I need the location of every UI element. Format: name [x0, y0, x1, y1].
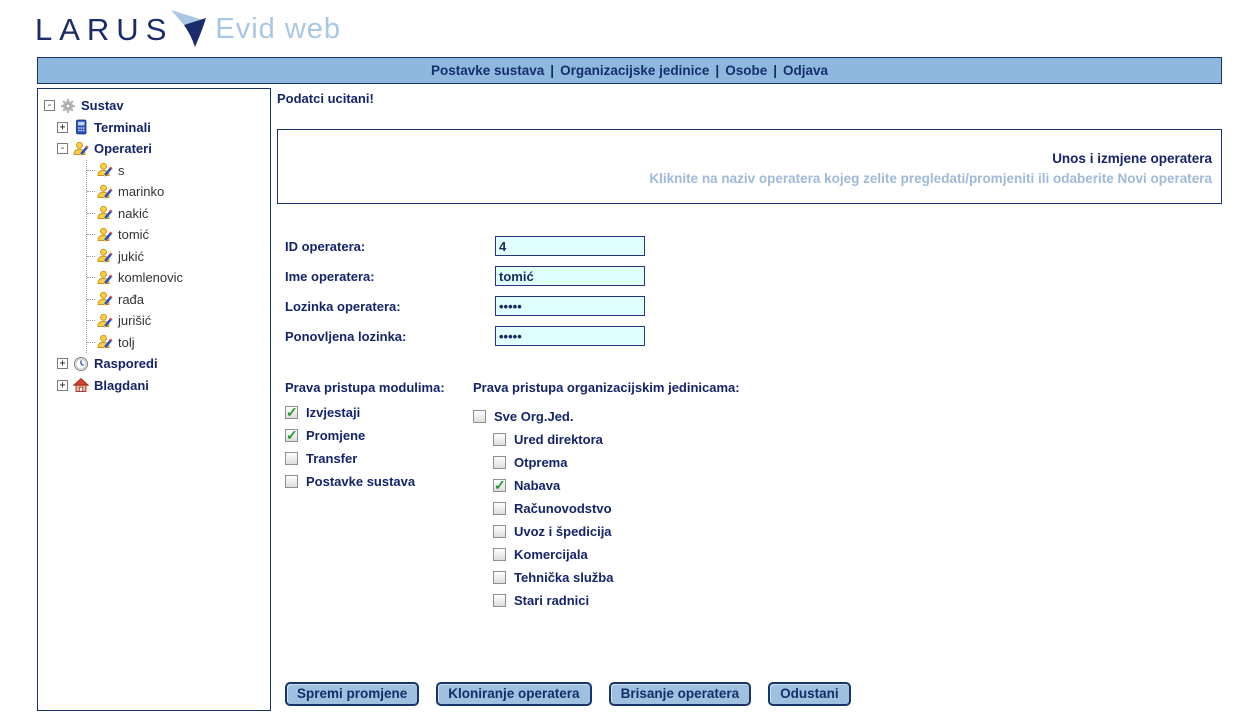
- ime-operatera-label: Ime operatera:: [285, 268, 375, 284]
- checkbox-uvoz-i-spedicija[interactable]: [493, 524, 740, 539]
- content-row: [37, 88, 1222, 711]
- form-row-ponovljena: [285, 326, 1222, 346]
- checkbox-otprema[interactable]: [493, 455, 740, 470]
- checkbox-tehnicka-sluzba[interactable]: [493, 570, 740, 585]
- collapse-expander-icon[interactable]: -: [57, 143, 68, 154]
- checkbox-label: Transfer: [306, 451, 358, 466]
- checkbox-box[interactable]: [493, 594, 506, 607]
- tree-leaf-label[interactable]: komlenovic: [118, 270, 184, 286]
- checkbox-transfer[interactable]: [285, 451, 473, 466]
- lozinka-operatera-input[interactable]: [495, 296, 645, 316]
- id-operatera-label: ID operatera:: [285, 238, 366, 254]
- lozinka-operatera-label: Lozinka operatera:: [285, 298, 401, 314]
- logo-bar: [0, 0, 1242, 52]
- tree-leaf-operator[interactable]: [87, 310, 268, 332]
- org-units-list: [493, 432, 740, 608]
- gear-icon: [60, 98, 76, 114]
- expand-expander-icon[interactable]: +: [57, 358, 68, 369]
- operator-form: [285, 236, 1222, 346]
- checkbox-label: Tehnička služba: [514, 570, 614, 585]
- permissions-section: [285, 380, 1222, 616]
- checkbox-label: Postavke sustava: [306, 474, 416, 489]
- checkbox-label: Sve Org.Jed.: [494, 409, 574, 424]
- org-units-permissions-column: [473, 380, 740, 616]
- tree-node-terminali[interactable]: [42, 117, 268, 139]
- checkbox-label: Računovodstvo: [514, 501, 612, 516]
- tree-leaf-operator[interactable]: [87, 181, 268, 203]
- ponovljena-lozinka-input[interactable]: [495, 326, 645, 346]
- brand-logo-text: LARUS: [35, 11, 174, 47]
- tree-node-label[interactable]: Blagdani: [94, 377, 149, 393]
- tree-leaf-operator[interactable]: [87, 160, 268, 182]
- odustani-button[interactable]: Odustani: [768, 682, 851, 706]
- checkbox-box[interactable]: [493, 433, 506, 446]
- checkbox-box[interactable]: [493, 456, 506, 469]
- operator-icon: [97, 291, 113, 307]
- checkbox-box[interactable]: [493, 479, 506, 492]
- menu-item-organizacijske-jedinice[interactable]: Organizacijske jedinice: [560, 63, 710, 78]
- tree-leaf-label[interactable]: tomić: [118, 227, 150, 243]
- form-row-ime: [285, 266, 1222, 286]
- tree-leaf-operator[interactable]: [87, 289, 268, 311]
- tree-leaf-label[interactable]: jurišić: [118, 313, 152, 329]
- operator-icon: [97, 162, 113, 178]
- tree-leaf-label[interactable]: tolj: [118, 334, 135, 350]
- checkbox-label: Izvjestaji: [306, 405, 361, 420]
- modules-permissions-column: [285, 380, 473, 497]
- tree-leaf-label[interactable]: marinko: [118, 184, 165, 200]
- status-message: Podatci ucitani!: [277, 91, 374, 106]
- checkbox-label: Otprema: [514, 455, 568, 470]
- checkbox-label: Ured direktora: [514, 432, 603, 447]
- tree-leaf-operator[interactable]: [87, 267, 268, 289]
- tree-node-rasporedi[interactable]: [42, 353, 268, 375]
- checkbox-label: Komercijala: [514, 547, 588, 562]
- org-units-permissions-title: Prava pristupa organizacijskim jedinicama:: [473, 380, 740, 395]
- bird-logo-icon: [169, 5, 211, 56]
- operator-icon: [97, 227, 113, 243]
- tree-leaf-operator[interactable]: [87, 246, 268, 268]
- main-panel: [271, 88, 1222, 711]
- ime-operatera-input[interactable]: [495, 266, 645, 286]
- checkbox-box[interactable]: [473, 410, 486, 423]
- tree-node-sustav[interactable]: [42, 95, 268, 117]
- kloniranje-operatera-button[interactable]: Kloniranje operatera: [436, 682, 591, 706]
- checkbox-label: Promjene: [306, 428, 366, 443]
- menu-separator: |: [715, 63, 720, 78]
- operator-icon: [97, 205, 113, 221]
- checkbox-box[interactable]: [285, 452, 298, 465]
- checkbox-promjene[interactable]: [285, 428, 473, 443]
- operator-icon: [97, 334, 113, 350]
- checkbox-box[interactable]: [493, 502, 506, 515]
- navigation-tree-panel: [37, 88, 271, 711]
- operator-icon: [97, 313, 113, 329]
- checkbox-box[interactable]: [493, 525, 506, 538]
- info-box: [277, 129, 1222, 204]
- tree-node-label[interactable]: Sustav: [81, 98, 124, 114]
- operateri-children: [86, 160, 268, 354]
- menu-item-osobe[interactable]: Osobe: [725, 63, 768, 78]
- tree-leaf-operator[interactable]: [87, 332, 268, 354]
- product-logo-text: Evid web: [215, 12, 342, 45]
- expand-expander-icon[interactable]: +: [57, 122, 68, 133]
- info-box-title: Unos i izmjene operatera: [1052, 151, 1212, 166]
- tree-node-blagdani[interactable]: [42, 375, 268, 397]
- checkbox-nabava[interactable]: [493, 478, 740, 493]
- menu-item-odjava[interactable]: Odjava: [782, 63, 829, 78]
- checkbox-box[interactable]: [493, 571, 506, 584]
- clock-icon: [73, 356, 89, 372]
- expand-expander-icon[interactable]: +: [57, 380, 68, 391]
- checkbox-box[interactable]: [493, 548, 506, 561]
- tree-leaf-operator[interactable]: [87, 203, 268, 225]
- checkbox-ured-direktora[interactable]: [493, 432, 740, 447]
- checkbox-komercijala[interactable]: [493, 547, 740, 562]
- checkbox-postavke-sustava[interactable]: [285, 474, 473, 489]
- tree-node-label[interactable]: Rasporedi: [94, 356, 158, 372]
- checkbox-box[interactable]: [285, 406, 298, 419]
- menu-separator: |: [550, 63, 555, 78]
- operator-icon: [97, 270, 113, 286]
- operator-icon: [73, 141, 89, 157]
- checkbox-stari-radnici[interactable]: [493, 593, 740, 608]
- tree-leaf-label[interactable]: jukić: [118, 248, 145, 264]
- checkbox-izvjestaji[interactable]: [285, 405, 473, 420]
- info-box-subtitle: Kliknite na naziv operatera kojeg zelite pregledati/promjeniti ili odaberite Novi operatera: [649, 171, 1212, 186]
- operator-icon: [97, 184, 113, 200]
- menu-item-postavke-sustava[interactable]: Postavke sustava: [430, 63, 545, 78]
- checkbox-label: Uvoz i špedicija: [514, 524, 612, 539]
- checkbox-box[interactable]: [285, 429, 298, 442]
- tree-leaf-operator[interactable]: [87, 224, 268, 246]
- tree-node-label[interactable]: Terminali: [94, 119, 151, 135]
- menu-separator: |: [773, 63, 777, 78]
- ponovljena-lozinka-label: Ponovljena lozinka:: [285, 328, 407, 344]
- operator-icon: [97, 248, 113, 264]
- form-row-id: [285, 236, 1222, 256]
- checkbox-label: Nabava: [514, 478, 561, 493]
- brisanje-operatera-button[interactable]: Brisanje operatera: [609, 682, 752, 706]
- form-row-lozinka: [285, 296, 1222, 316]
- checkbox-sve-org-jed[interactable]: [473, 409, 740, 424]
- collapse-expander-icon[interactable]: -: [44, 100, 55, 111]
- house-icon: [73, 377, 89, 393]
- checkbox-box[interactable]: [285, 475, 298, 488]
- action-buttons-row: [285, 682, 1222, 706]
- tree-node-label[interactable]: Operateri: [94, 141, 152, 157]
- tree-leaf-label[interactable]: nakić: [118, 205, 149, 221]
- terminal-icon: [73, 119, 89, 135]
- top-menu-bar: [37, 57, 1222, 84]
- tree-leaf-label[interactable]: s: [118, 162, 125, 178]
- checkbox-label: Stari radnici: [514, 593, 590, 608]
- id-operatera-input[interactable]: [495, 236, 645, 256]
- tree-node-operateri[interactable]: [42, 138, 268, 160]
- spremi-promjene-button[interactable]: Spremi promjene: [285, 682, 419, 706]
- checkbox-racunovodstvo[interactable]: [493, 501, 740, 516]
- tree-leaf-label[interactable]: rađa: [118, 291, 145, 307]
- modules-permissions-title: Prava pristupa modulima:: [285, 380, 445, 395]
